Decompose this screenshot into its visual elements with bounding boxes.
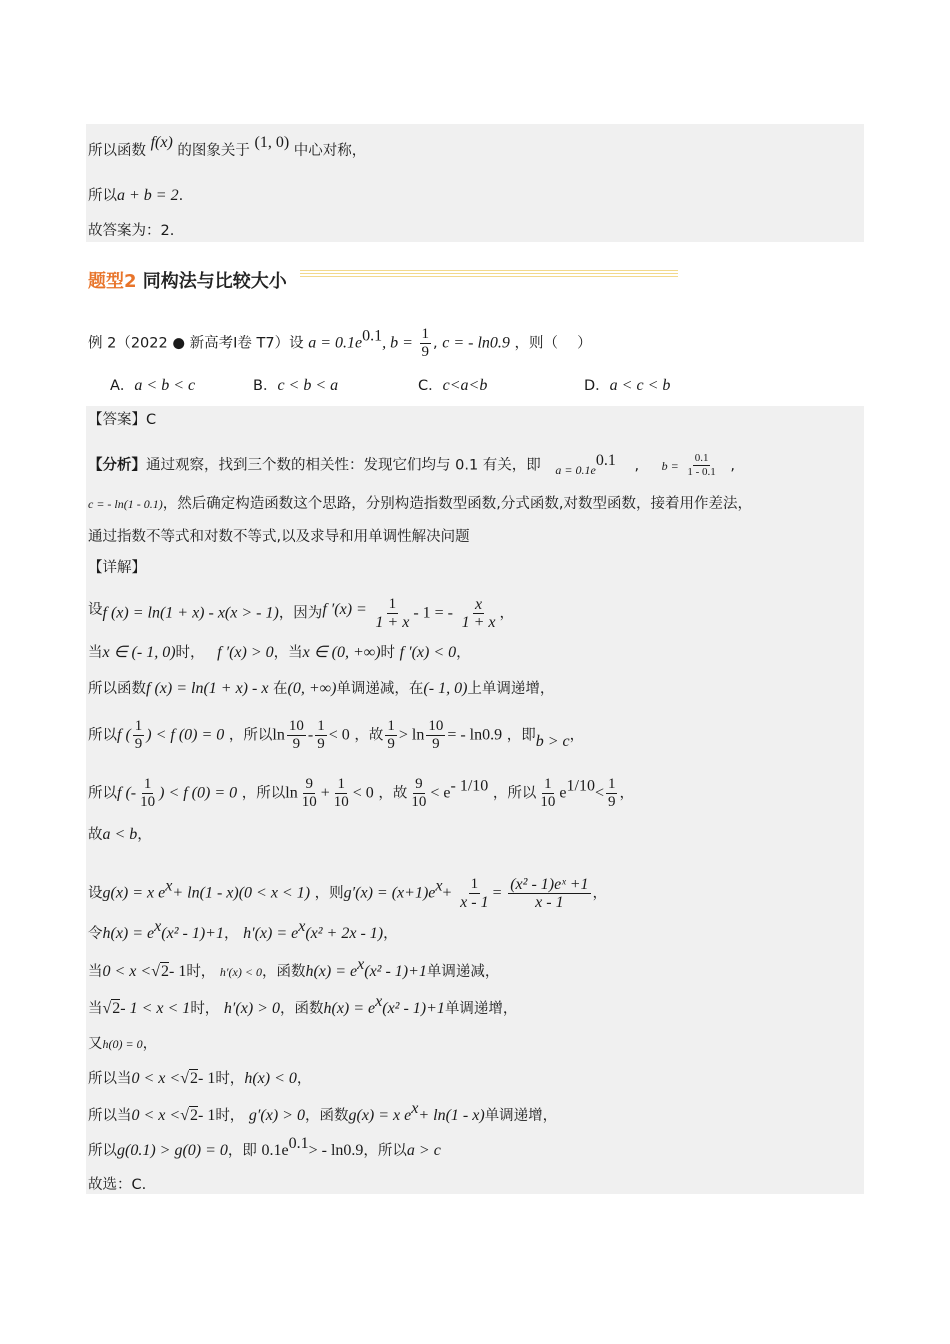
math: a + b = 2 bbox=[117, 187, 179, 204]
section-number: 题型2 bbox=[88, 271, 137, 292]
answer-label: 【答案】C bbox=[88, 412, 157, 428]
solution-line: 所以f ( $\frac{1}{9}$ ) < f (0) = 0 ，所以ln $\frac{10}{9}$ - $\frac{1}{9}$ < 0 ，故 $\frac{1}{9}$ > ln $\frac{10}{9}$ = - ln0.9 ，即b > c， bbox=[88, 718, 585, 752]
choice-d[interactable]: D．a < c < b bbox=[584, 377, 671, 394]
text-line: 故答案为：2. bbox=[88, 223, 175, 239]
choice-c[interactable]: C．c<a<b bbox=[418, 377, 488, 394]
solution-line: 故a < b， bbox=[88, 826, 152, 843]
choice-b[interactable]: B．c < b < a bbox=[253, 377, 339, 394]
math: (1, 0) bbox=[254, 134, 290, 151]
fraction: $\frac{0.1}{1 - 0.1}$ bbox=[687, 452, 716, 478]
choice-a[interactable]: A．a < b < c bbox=[110, 377, 196, 394]
example-problem: 例 2（2022 ● 新高考Ⅰ卷 T7）设 $a = 0.1e^{0.1}$, b = $\frac{1}{9}$ , c = - ln0.9 ，则（ ） bbox=[88, 326, 592, 360]
text-line: 所以函数 f(x) 的图象关于 (1, 0) 中心对称， bbox=[88, 134, 367, 159]
fraction: $\frac{1}{9}$ bbox=[421, 326, 429, 360]
solution-line: 又h(0) = 0， bbox=[88, 1036, 158, 1052]
solution-line: 所以当0 < x <√2- 1时， g′(x) > 0，函数g(x) = x $e^x+ \ln(1 - x)$单调递增， bbox=[88, 1100, 558, 1124]
solution-line: 故选：C. bbox=[88, 1177, 147, 1193]
analysis-line: 通过指数不等式和对数不等式,以及求导和用单调性解决问题 bbox=[88, 529, 470, 545]
solution-line: 所以当0 < x <√2- 1时，h(x) < 0， bbox=[88, 1070, 312, 1087]
solution-line: 当x ∈ (- 1, 0)时， f ′(x) > 0，当x ∈ (0, +∞)时 f ′(x) < 0， bbox=[88, 644, 471, 661]
solution-line: 设f (x) = ln(1 + x) - x(x > - 1)，因为f ′(x) = $\frac{1}{1 + x}$ - 1 = - $\frac{x}{1 + x}$ ， bbox=[88, 596, 515, 631]
heading-rule bbox=[300, 270, 678, 271]
detail-label: 【详解】 bbox=[88, 560, 146, 576]
text-line: 所以a + b = 2. bbox=[88, 187, 184, 204]
solution-line: 所以函数f (x) = ln(1 + x) - x 在(0, +∞)单调递减，在(- 1, 0)上单调递增， bbox=[88, 680, 555, 697]
analysis-line: c = - ln(1 - 0.1)，然后确定构造函数这个思路，分别构造指数型函数,分式函数,对数型函数，接着用作差法， bbox=[88, 496, 752, 512]
solution-line: 当0 < x <√2- 1时， h′(x) < 0，函数$h(x) = e^x(x^2 - 1)+1$单调递减， bbox=[88, 956, 500, 980]
heading-rule bbox=[300, 276, 678, 277]
math: f(x) bbox=[150, 134, 173, 151]
solution-line: 所以f (- $\frac{1}{10}$ ) < f (0) = 0 ，所以ln $\frac{9}{10}$ + $\frac{1}{10}$ < 0 ，故 $\frac{9}{10}$ < $e^{- 1/10}$ ，所以 $\frac{1}{10}$ $e^{1/10}<$ $\frac{1}{9}$ ， bbox=[88, 776, 634, 810]
solution-line: 当√2- 1 < x < 1时， h′(x) > 0，函数$h(x) = e^x(x^2 - 1)+1$单调递增， bbox=[88, 993, 518, 1017]
solution-line: 所以g(0.1) > g(0) = 0，即 $0.1e^{0.1}> - \ln 0.9$，所以a > c bbox=[88, 1135, 441, 1159]
analysis-line: 【分析】通过观察，找到三个数的相关性：发现它们均与 0.1 有关，即 $_{a = 0.1e}^{0.1}$ , b = $\frac{0.1}{1 - 0.1}$ , bbox=[88, 451, 736, 478]
heading-rule bbox=[300, 273, 678, 274]
solution-line: 设g(x) = x $e^x+ \ln(1 - x)(0 < x < 1)$ ，则$g'(x) = (x+1)e^x+$ $\frac{1}{x - 1}$ = $\frac{\text{(x² - 1)eˣ +1}}{x - 1}$ ， bbox=[88, 876, 608, 911]
solution-line: 令$h(x) = e^x(x^2 - 1)+1$， $h'(x) = e^x(x^2 + 2x - 1)$， bbox=[88, 918, 398, 942]
section-title: 同构法与比较大小 bbox=[136, 271, 287, 292]
section-heading bbox=[88, 267, 287, 293]
